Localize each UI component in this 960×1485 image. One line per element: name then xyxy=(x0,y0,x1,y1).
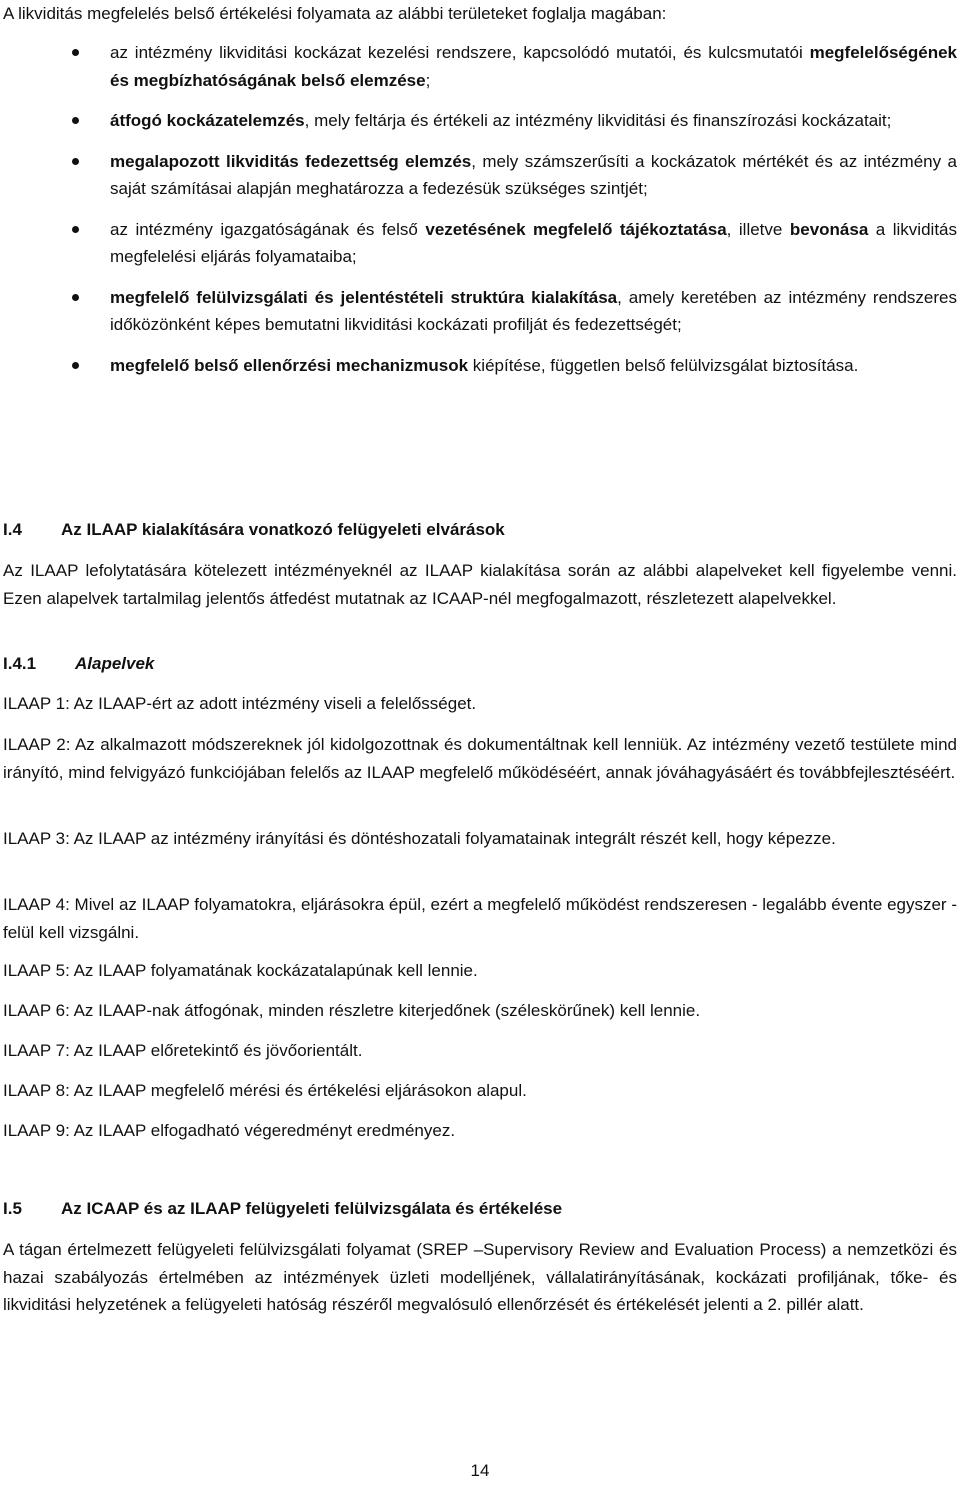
section-heading-1-4 xyxy=(3,516,505,544)
principle-ilaap-8: ILAAP 8: Az ILAAP megfelelő mérési és értékelési eljárásokon alapul. xyxy=(3,1081,527,1100)
section-title: Az ICAAP és az ILAAP felügyeleti felülvizsgálata és értékelése xyxy=(61,1199,563,1218)
list-item: megfelelő felülvizsgálati és jelentéstételi struktúra kialakítása, amely keretében az intézmény rendszeres időközönként képes bemutatni likviditási kockázati profilját és fedezettségét; xyxy=(3,284,957,339)
subsection-title: Alapelvek xyxy=(75,654,155,673)
list-item: megfelelő belső ellenőrzési mechanizmusok kiépítése, független belső felülvizsgálat biztosítása. xyxy=(3,352,957,380)
bullet-icon xyxy=(72,294,79,301)
principle-ilaap-5: ILAAP 5: Az ILAAP folyamatának kockázatalapúnak kell lennie. xyxy=(3,961,478,980)
list-item: átfogó kockázatelemzés, mely feltárja és értékeli az intézmény likviditási és finanszírozási kockázatait; xyxy=(3,107,957,135)
list-item: megalapozott likviditás fedezettség elemzés, mely számszerűsíti a kockázatok mértékét és az intézmény a saját számításai alapján meghatározza a fedezésük szükséges szintjét; xyxy=(3,148,957,203)
section-1-4-paragraph: Az ILAAP lefolytatására kötelezett intézményeknél az ILAAP kialakítása során az alábbi alapelveket kell figyelembe venni. Ezen alapelvek tartalmilag jelentős átfedést mutatnak az ICAAP-nél megfogalmazott, részletezett alapelvekkel. xyxy=(3,561,957,608)
page-number: 14 xyxy=(470,1461,490,1480)
bullet-icon xyxy=(72,49,79,56)
subsection-heading-1-4-1 xyxy=(3,650,154,678)
subsection-number: I.4.1 xyxy=(3,654,37,673)
section-heading-1-5 xyxy=(3,1195,562,1223)
bullet-icon xyxy=(72,158,79,165)
list-item: az intézmény likviditási kockázat kezelési rendszere, kapcsolódó mutatói, és kulcsmutatói megfelelőségének és megbízhatóságának belső elemzése; xyxy=(3,39,957,94)
principle-ilaap-9: ILAAP 9: Az ILAAP elfogadható végeredményt eredményez. xyxy=(3,1121,456,1140)
principle-ilaap-2: ILAAP 2: Az alkalmazott módszereknek jól kidolgozottnak és dokumentáltnak kell lenniük. Az intézmény vezető testülete mind irányító, mind felvigyázó funkciójában felelős az ILAAP megfelelő működéséért, annak jóváhagyásáért és továbbfejlesztéséért. xyxy=(3,735,957,782)
section-number: I.4 xyxy=(3,520,22,539)
section-number: I.5 xyxy=(3,1199,22,1218)
principle-ilaap-7: ILAAP 7: Az ILAAP előretekintő és jövőorientált. xyxy=(3,1041,363,1060)
section-title: Az ILAAP kialakítására vonatkozó felügyeleti elvárások xyxy=(61,520,505,539)
principle-ilaap-1: ILAAP 1: Az ILAAP-ért az adott intézmény viseli a felelősséget. xyxy=(3,694,477,713)
list-item: az intézmény igazgatóságának és felső vezetésének megfelelő tájékoztatása, illetve bevonása a likviditás megfelelési eljárás folyamataiba; xyxy=(3,216,957,271)
principle-ilaap-4: ILAAP 4: Mivel az ILAAP folyamatokra, eljárásokra épül, ezért a megfelelő működést rendszeresen - legalább évente egyszer - felül kell vizsgálni. xyxy=(3,895,957,942)
bullet-icon xyxy=(72,226,79,233)
assessment-areas-list xyxy=(3,39,957,392)
bullet-icon xyxy=(72,362,79,369)
intro-paragraph: A likviditás megfelelés belső értékelési folyamata az alábbi területeket foglalja magában: xyxy=(3,4,667,23)
section-1-5-paragraph: A tágan értelmezett felügyeleti felülvizsgálati folyamat (SREP –Supervisory Review and Evaluation Process) a nemzetközi és hazai szabályozás értelmében az intézmények üzleti modelljének, vállalatirányításának, kockázati profiljának, tőke- és likviditási helyzetének a felügyeleti hatóság részéről megvalósuló ellenőrzését és értékelését jelenti a 2. pillér alatt. xyxy=(3,1240,957,1314)
principle-ilaap-3: ILAAP 3: Az ILAAP az intézmény irányítási és döntéshozatali folyamatainak integrált részét kell, hogy képezze. xyxy=(3,829,836,848)
principle-ilaap-6: ILAAP 6: Az ILAAP-nak átfogónak, minden részletre kiterjedőnek (széleskörűnek) kell lennie. xyxy=(3,1001,701,1020)
bullet-icon xyxy=(72,117,79,124)
